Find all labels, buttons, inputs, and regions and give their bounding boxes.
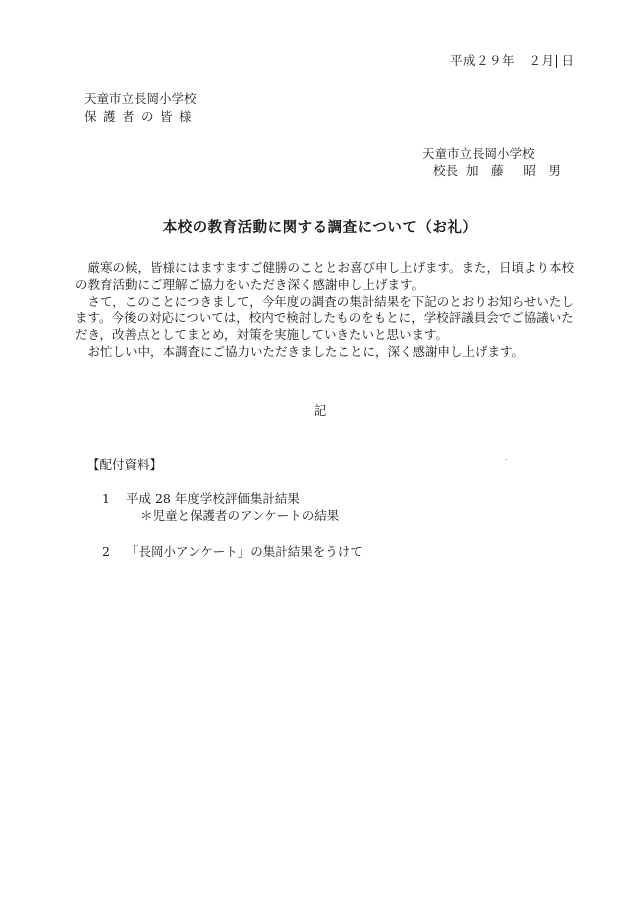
attachment-item-1-sub: ＊児童と保護者のアンケートの結果 bbox=[140, 508, 340, 523]
attachment-item-1-text: 平成 28 年度学校評価集計結果 bbox=[126, 491, 300, 506]
attachment-item-1-number: 1 bbox=[102, 491, 110, 506]
recipient-school: 天童市立長岡小学校 bbox=[84, 91, 197, 106]
attachment-item-2 bbox=[102, 542, 363, 560]
sender-role: 校長 bbox=[433, 163, 459, 178]
body-paragraph-3: お忙しい中，本調査にご協力いただきましたことに，深く感謝申し上げます。 bbox=[87, 343, 525, 359]
handwritten-day-mark bbox=[556, 55, 557, 68]
attachment-item-1 bbox=[102, 489, 300, 507]
date-day: 日 bbox=[561, 53, 575, 68]
document-date bbox=[450, 51, 574, 69]
attachment-item-2-text: 「長岡小アンケート」の集計結果をうけて bbox=[126, 544, 363, 559]
attachments-heading: 【配付資料】 bbox=[87, 457, 163, 472]
ki-marker: 記 bbox=[313, 403, 327, 418]
scan-speck bbox=[505, 459, 507, 460]
sender-given-name: 昭 男 bbox=[523, 163, 561, 178]
document-title: 本校の教育活動に関する調査について（お礼） bbox=[162, 219, 478, 236]
recipient-parents: 保護者の皆様 bbox=[84, 109, 199, 124]
date-month: ２月 bbox=[528, 53, 555, 68]
sender-school: 天童市立長岡小学校 bbox=[422, 146, 535, 161]
sender-surname: 加 藤 bbox=[465, 163, 504, 178]
letter-body bbox=[75, 260, 585, 361]
attachment-item-2-number: 2 bbox=[102, 544, 110, 559]
date-era-year: 平成２９年 bbox=[450, 53, 516, 68]
sender-principal bbox=[433, 161, 561, 179]
body-paragraph-2: さて，このことにつきまして，今年度の調査の集計結果を下記のとおりお知らせいたします。今後の対応については，校内で検討したものをもとに，学校評議員会でご協議いただき，改善点としてまとめ，対策を実施していきたいと思います。 bbox=[75, 293, 574, 343]
body-paragraph-1: 厳寒の候，皆様にはますますご健勝のこととお喜び申し上げます。また，日頃より本校の教育活動にご理解ご協力をいただき深く感謝申し上げます。 bbox=[75, 260, 575, 292]
